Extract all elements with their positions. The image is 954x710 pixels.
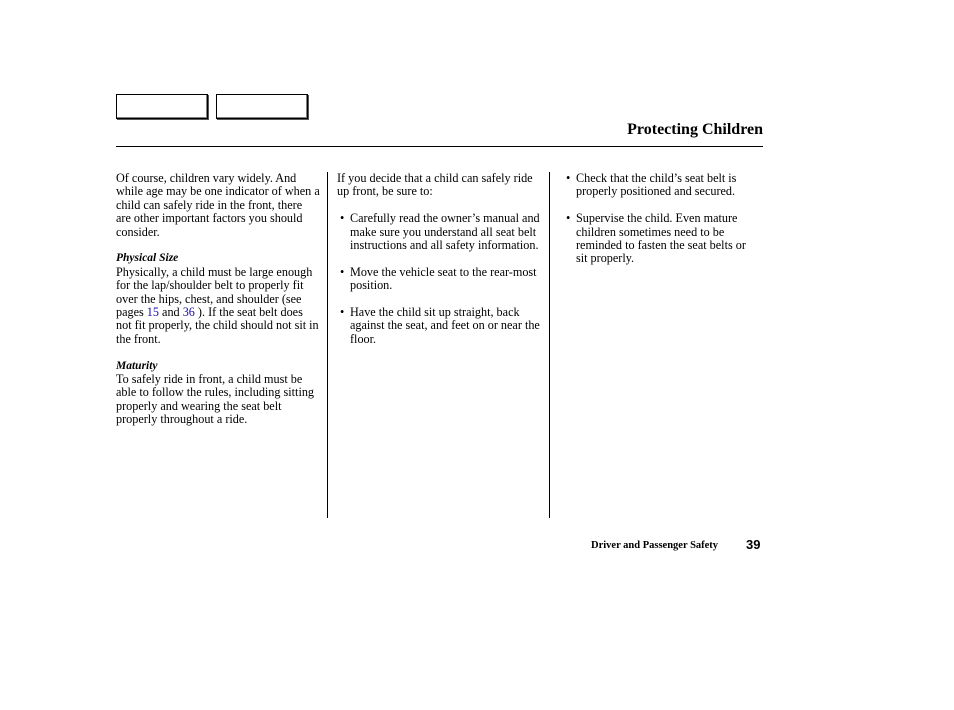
physical-size-paragraph bbox=[116, 266, 320, 346]
bullet-icon: • bbox=[566, 211, 571, 226]
footer-section-label: Driver and Passenger Safety bbox=[591, 540, 719, 551]
column-divider-1 bbox=[327, 172, 328, 518]
and-text: and bbox=[162, 305, 180, 320]
nav-button-2[interactable] bbox=[216, 94, 308, 119]
bullet-item bbox=[563, 212, 759, 266]
bullet-item bbox=[337, 306, 543, 346]
page-title: Protecting Children bbox=[627, 121, 763, 138]
bullet-item bbox=[337, 212, 543, 252]
maturity-heading: Maturity bbox=[116, 359, 158, 372]
page-number: 39 bbox=[746, 537, 761, 552]
bullet-item bbox=[563, 172, 759, 199]
nav-button-1[interactable] bbox=[116, 94, 208, 119]
page-link-15[interactable]: 15 bbox=[146, 305, 159, 320]
column-2 bbox=[337, 172, 543, 346]
bullet-icon: • bbox=[566, 171, 571, 185]
bullet-text: Check that the child’s seat belt is properly positioned and secured. bbox=[576, 171, 737, 199]
page-link-36[interactable]: 36 bbox=[182, 305, 195, 320]
maturity-paragraph: To safely ride in front, a child must be able to follow the rules, including sitting properly and wearing the seat belt properly throughout a ride. bbox=[116, 372, 315, 427]
column-1 bbox=[116, 172, 320, 427]
bullet-text: Move the vehicle seat to the rear-most position. bbox=[350, 264, 537, 293]
physical-size-text: Physically, a child must be large enough for the lap/shoulder belt to properly fit over the hips, chest, and shoulder (see pages bbox=[116, 264, 313, 320]
bullet-icon: • bbox=[340, 264, 345, 279]
bullet-icon: • bbox=[340, 305, 345, 320]
column-2-intro: If you decide that a child can safely ride up front, be sure to: bbox=[337, 171, 533, 199]
physical-size-heading: Physical Size bbox=[116, 252, 179, 265]
bullet-item bbox=[337, 266, 543, 293]
column-3 bbox=[563, 172, 759, 266]
column-divider-2 bbox=[549, 172, 550, 518]
intro-paragraph: Of course, children vary widely. And while age may be one indicator of when a child can safely ride in the front, there are other important factors you should consider. bbox=[116, 171, 320, 239]
bullet-text: Have the child sit up straight, back against the seat, and feet on or near the floor. bbox=[350, 305, 540, 346]
physical-size-text-end: ). If the seat belt does not fit properly, the child should not sit in the front. bbox=[116, 305, 319, 346]
bullet-text: Carefully read the owner’s manual and make sure you understand all seat belt instructions and all safety information. bbox=[350, 211, 540, 253]
bullet-text: Supervise the child. Even mature children sometimes need to be reminded to fasten the seat belts or sit properly. bbox=[576, 211, 746, 266]
bullet-icon: • bbox=[340, 211, 345, 226]
title-divider bbox=[116, 146, 763, 147]
